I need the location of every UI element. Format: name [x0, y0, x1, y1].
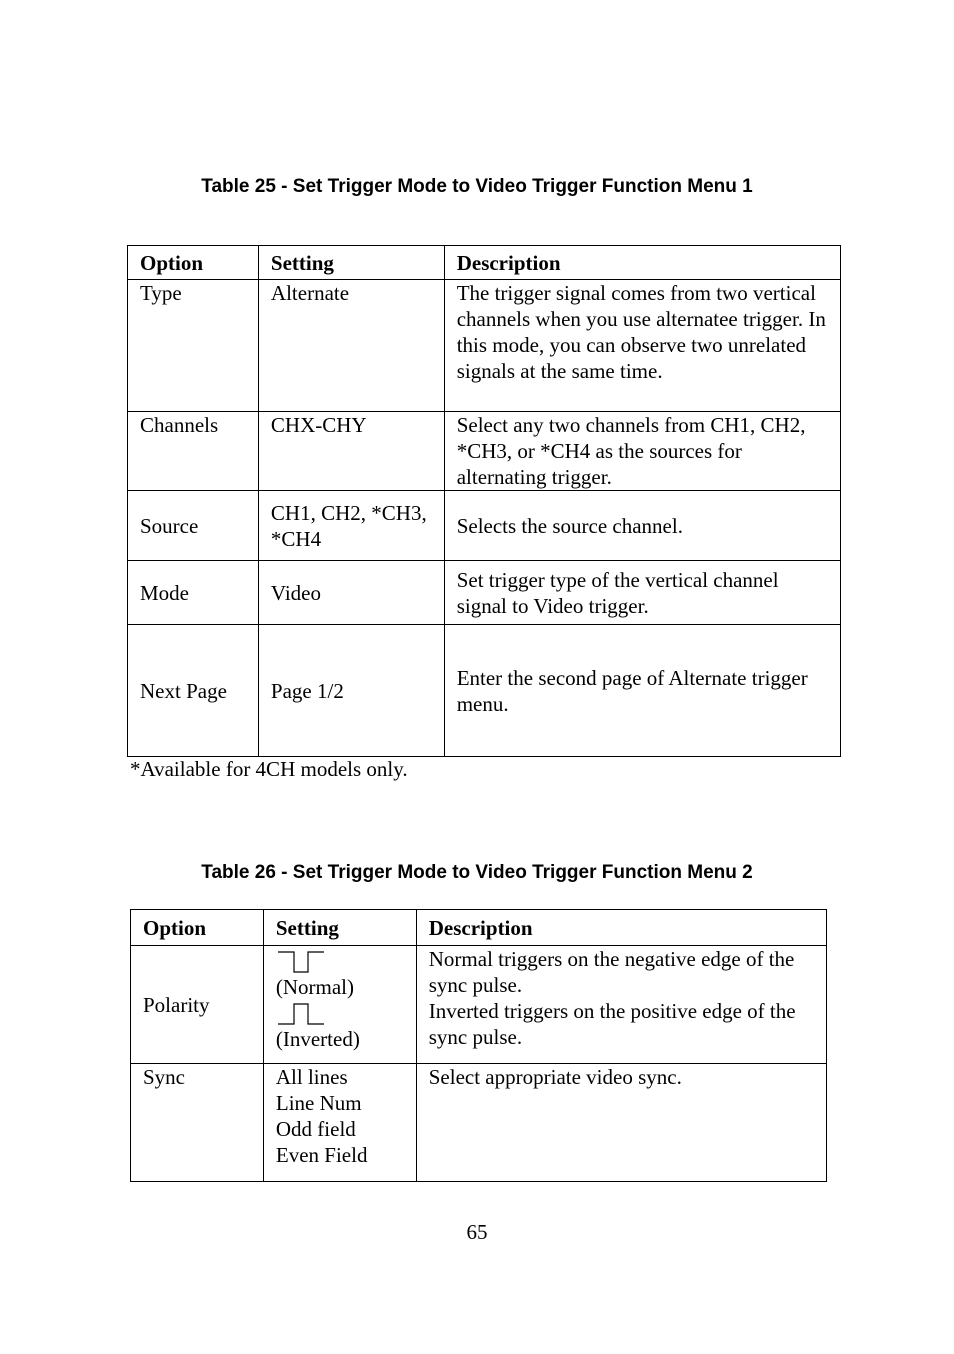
option-cell: Mode — [128, 561, 259, 625]
table25-caption: Table 25 - Set Trigger Mode to Video Trigger Function Menu 1 — [201, 176, 753, 197]
normal-description: Normal triggers on the negative edge of the sync pulse. — [428, 947, 795, 997]
sync-setting: Odd field — [275, 1117, 356, 1141]
page-number: 65 — [466, 1220, 488, 1244]
option-cell: Type — [128, 280, 259, 412]
setting-cell: CH1, CH2, *CH3, *CH4 — [258, 491, 444, 561]
table-row — [128, 561, 841, 625]
table-row — [131, 946, 827, 1064]
negative-pulse-icon — [276, 950, 326, 974]
table-row — [131, 1064, 827, 1182]
table26-header-row — [131, 910, 827, 946]
table-row — [128, 412, 841, 491]
table25-footnote: *Available for 4CH models only. — [130, 757, 408, 781]
sync-setting: All lines — [275, 1065, 348, 1089]
setting-cell: Page 1/2 — [258, 625, 444, 757]
sync-setting-cell — [263, 1064, 416, 1182]
header-setting: Setting — [263, 910, 416, 946]
description-cell: Select appropriate video sync. — [416, 1064, 826, 1182]
table-row — [128, 625, 841, 757]
option-cell: Polarity — [131, 946, 264, 1064]
description-cell — [416, 946, 826, 1064]
sync-setting: Line Num — [275, 1091, 362, 1115]
inverted-description: Inverted triggers on the positive edge of the sync pulse. — [428, 999, 796, 1049]
polarity-setting-cell — [263, 946, 416, 1064]
inverted-label: (Inverted) — [275, 1027, 360, 1051]
table25-header-row — [128, 246, 841, 280]
table25 — [127, 245, 841, 757]
header-setting: Setting — [258, 246, 444, 280]
header-description: Description — [444, 246, 840, 280]
header-option: Option — [131, 910, 264, 946]
table-row — [128, 491, 841, 561]
description-cell: Enter the second page of Alternate trigger menu. — [444, 625, 840, 757]
description-cell: Selects the source channel. — [444, 491, 840, 561]
description-cell: Set trigger type of the vertical channel signal to Video trigger. — [444, 561, 840, 625]
header-description: Description — [416, 910, 826, 946]
description-cell: The trigger signal comes from two vertical channels when you use alternatee trigger. In this mode, you can observe two unrelated signals at the same time. — [444, 280, 840, 412]
option-cell: Source — [128, 491, 259, 561]
option-cell: Next Page — [128, 625, 259, 757]
normal-label: (Normal) — [275, 975, 355, 999]
header-option: Option — [128, 246, 259, 280]
positive-pulse-icon — [276, 1002, 326, 1026]
setting-cell: Video — [258, 561, 444, 625]
table26 — [130, 909, 827, 1182]
table26-caption: Table 26 - Set Trigger Mode to Video Trigger Function Menu 2 — [201, 862, 753, 883]
table-row — [128, 280, 841, 412]
setting-cell: CHX-CHY — [258, 412, 444, 491]
description-cell: Select any two channels from CH1, CH2, *CH3, or *CH4 as the sources for alternating trigger. — [444, 412, 840, 491]
option-cell: Sync — [131, 1064, 264, 1182]
setting-cell: Alternate — [258, 280, 444, 412]
option-cell: Channels — [128, 412, 259, 491]
sync-setting: Even Field — [275, 1143, 368, 1167]
